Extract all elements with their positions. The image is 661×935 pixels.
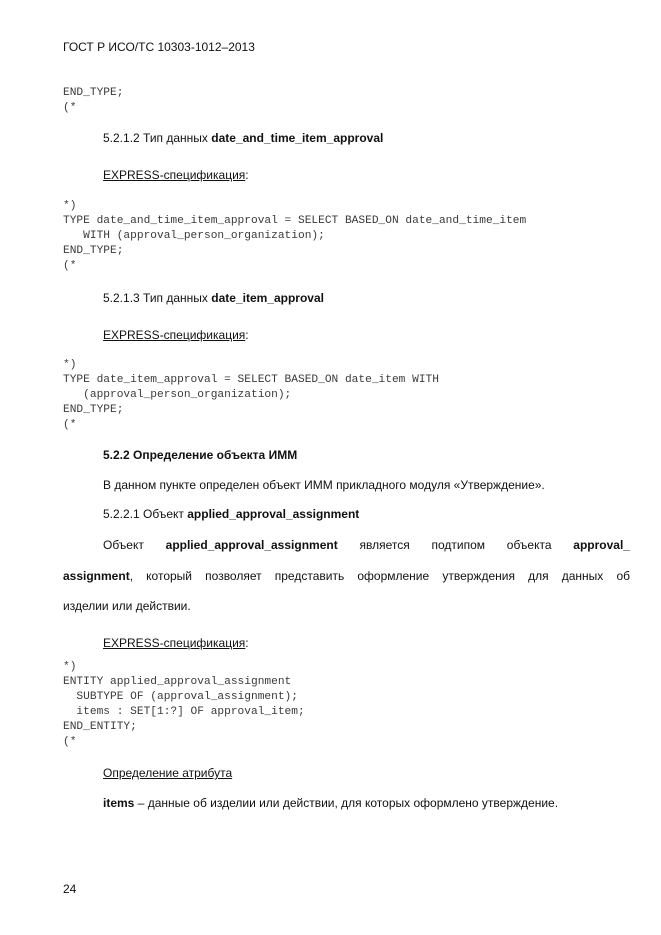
data-type-name: date_item_approval: [211, 291, 324, 305]
document-header: ГОСТ Р ИСО/ТС 10303-1012–2013: [63, 40, 255, 54]
attribute-definition: items – данные об изделии или действии, для которых оформлено утверждение.: [103, 796, 559, 810]
express-spec-link-text: EXPRESS-спецификация: [103, 328, 246, 342]
express-spec-label-1: EXPRESS-спецификация:: [103, 168, 249, 182]
data-type-name: date_and_time_item_approval: [211, 131, 384, 145]
page-number: 24: [63, 882, 77, 896]
section-heading-5-2-2-1: [103, 507, 359, 522]
section-heading-5-2-2: 5.2.2 Определение объекта ИММ: [103, 448, 298, 462]
express-spec-link-text: EXPRESS-спецификация: [103, 636, 246, 650]
code-block-1: END_TYPE; (*: [63, 87, 124, 114]
section-paragraph: В данном пункте определен объект ИММ прикладного модуля «Утверждение».: [103, 478, 545, 492]
attribute-definition-heading: Определение атрибута: [103, 766, 233, 780]
section-number: 5.2.2.1 Объект: [103, 507, 188, 521]
paragraph-line-2: assignment, который позволяет представить оформление утверждения для данных об: [63, 569, 630, 583]
express-spec-label-2: EXPRESS-спецификация:: [103, 328, 249, 342]
code-block-4: *) ENTITY applied_approval_assignment SUBTYPE OF (approval_assignment); items : SET[1:?] OF approval_item; END_ENTITY; (*: [63, 661, 305, 748]
code-block-3: *) TYPE date_item_approval = SELECT BASED_ON date_item WITH (approval_person_organization); END_TYPE; (*: [63, 359, 439, 431]
express-spec-link-text: EXPRESS-спецификация: [103, 168, 246, 182]
paragraph-line-1: Объект applied_approval_assignment является подтипом объекта approval_: [103, 538, 630, 552]
entity-name: applied_approval_assignment: [187, 507, 360, 521]
section-heading-5-2-1-2: [103, 131, 383, 146]
section-heading-5-2-1-3: [103, 291, 324, 306]
paragraph-line-3: изделии или действии.: [63, 599, 191, 613]
code-block-2: *) TYPE date_and_time_item_approval = SELECT BASED_ON date_and_time_item WITH (approval_person_organization); END_TYPE; (*: [63, 200, 527, 272]
express-spec-label-3: EXPRESS-спецификация:: [103, 636, 249, 650]
section-number: 5.2.1.2 Тип данных: [103, 131, 212, 145]
section-number: 5.2.1.3 Тип данных: [103, 291, 212, 305]
attribute-name: items: [103, 796, 135, 810]
